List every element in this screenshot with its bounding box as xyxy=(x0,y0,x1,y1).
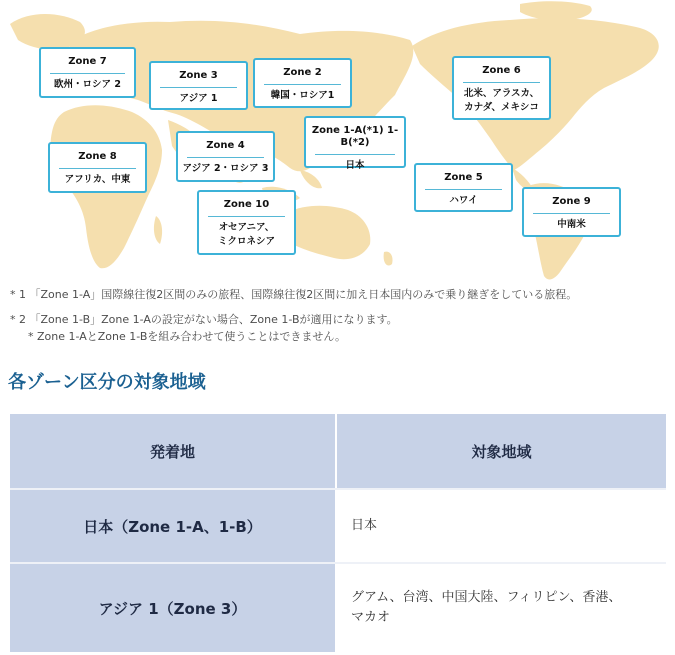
zone-map xyxy=(0,0,675,285)
zone-name: Zone 2 xyxy=(283,67,322,78)
table-header-regions: 対象地域 xyxy=(337,414,666,488)
regions-cell xyxy=(337,490,666,562)
zone-label-5 xyxy=(414,163,513,212)
table-row xyxy=(10,490,666,562)
footnote-1: * 1 「Zone 1-A」国際線往復2区間のみの旅程、国際線往復2区間に加え日本国内のみで乗り継ぎをしている旅程。 xyxy=(10,288,578,301)
zone-label-3 xyxy=(149,61,248,110)
zone-label-9 xyxy=(522,187,621,237)
zone-name: Zone 3 xyxy=(179,70,218,81)
regions-text: 日本 xyxy=(351,518,378,533)
origin-cell: 日本（Zone 1-A、1-B） xyxy=(10,490,337,562)
zone-label-10 xyxy=(197,190,296,255)
table-header-origin: 発着地 xyxy=(10,414,337,488)
zone-label-4 xyxy=(176,131,275,182)
zone-name: Zone 5 xyxy=(444,172,483,183)
zone-region: カナダ、メキシコ xyxy=(464,102,539,113)
zone-region: ミクロネシア xyxy=(217,236,275,247)
zone-label-1 xyxy=(304,116,406,171)
footnote-2: * 2 「Zone 1-B」Zone 1-Aの設定がない場合、Zone 1-Bが適用になります。 xyxy=(10,313,398,326)
table-row xyxy=(10,564,666,652)
zone-name: Zone 1-A(*1) 1-B(*2) xyxy=(311,125,399,148)
footnote-3: * Zone 1-AとZone 1-Bを組み合わせて使うことはできません。 xyxy=(28,330,347,343)
zone-region: 日本 xyxy=(345,160,365,171)
regions-cell xyxy=(337,564,666,652)
zone-region: 北米、アラスカ、 xyxy=(463,88,540,99)
zone-region: 中南米 xyxy=(557,219,586,230)
zone-region: 韓国・ロシア1 xyxy=(270,90,335,101)
zone-region: ハワイ xyxy=(449,195,478,206)
regions-text: グアム、台湾、中国大陸、フィリピン、香港、 xyxy=(351,590,622,605)
zone-label-2 xyxy=(253,58,352,108)
zone-region: 欧州・ロシア 2 xyxy=(54,79,121,90)
section-heading: 各ゾーン区分の対象地域 xyxy=(8,372,206,393)
zone-name: Zone 8 xyxy=(78,151,117,162)
zone-label-7 xyxy=(39,47,136,98)
zone-label-8 xyxy=(48,142,147,193)
table-header-row xyxy=(10,414,666,488)
zone-name: Zone 6 xyxy=(482,65,521,76)
zone-name: Zone 4 xyxy=(206,140,245,151)
zone-region: アフリカ、中東 xyxy=(64,174,131,185)
zone-label-6 xyxy=(452,56,551,120)
regions-text: マカオ xyxy=(351,610,391,625)
zone-name: Zone 7 xyxy=(68,56,107,67)
zone-name: Zone 10 xyxy=(223,199,270,210)
origin-cell: アジア 1（Zone 3） xyxy=(10,564,337,652)
zone-region-table xyxy=(10,414,666,652)
zone-region: オセアニア、 xyxy=(218,222,275,233)
zone-name: Zone 9 xyxy=(552,196,591,207)
zone-region: アジア 1 xyxy=(179,93,218,104)
zone-region: アジア 2・ロシア 3 xyxy=(182,163,269,174)
